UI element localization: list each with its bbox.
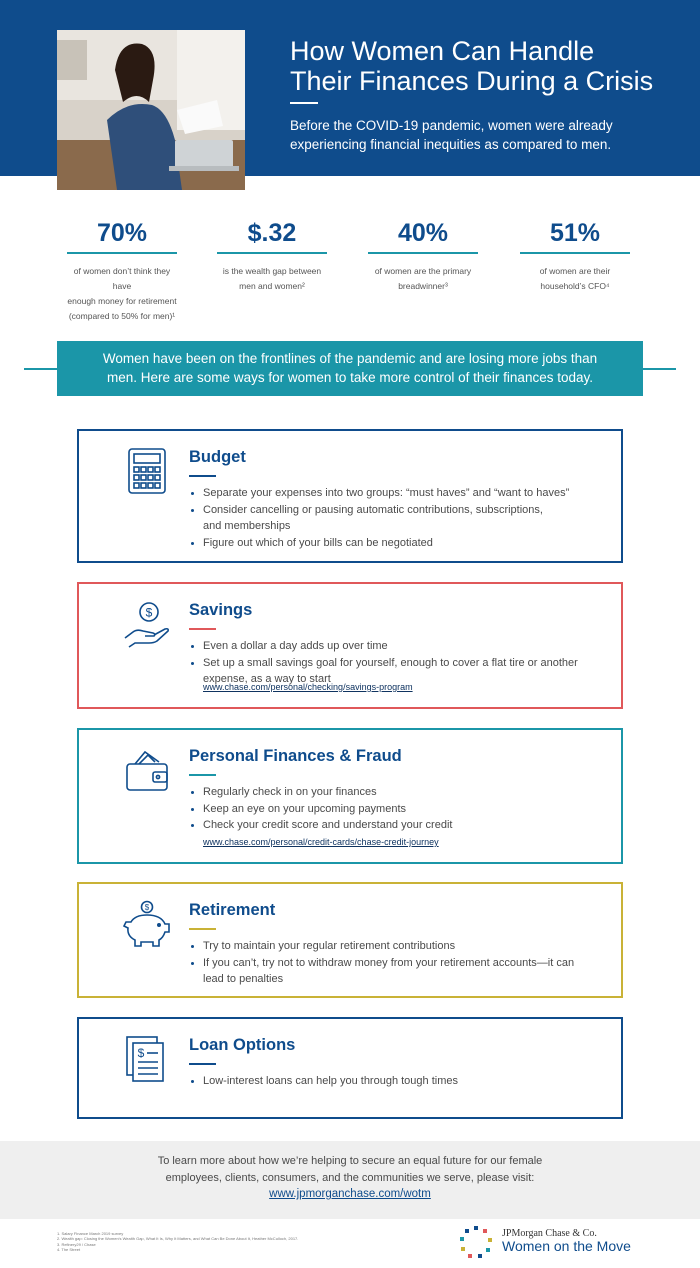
card-list — [189, 938, 589, 988]
stat-divider — [520, 252, 630, 254]
list-item: Figure out which of your bills can be negotiated — [189, 535, 589, 552]
card-divider — [189, 1063, 216, 1065]
page-title-line: How Women Can Handle — [290, 36, 595, 66]
stat-desc-line: of women are their — [539, 266, 611, 276]
card-title: Personal Finances & Fraud — [189, 747, 402, 765]
footer-line: To learn more about how we’re helping to secure an equal future for our female — [157, 1155, 543, 1167]
card-list — [189, 1073, 589, 1090]
stat-desc-line: enough money for retirement — [67, 296, 177, 306]
piggy-bank-icon — [121, 898, 173, 950]
card-list — [189, 784, 589, 834]
footnote: 3. Refinery29 / Chase — [57, 1241, 96, 1247]
card-savings — [77, 582, 623, 709]
hero-photo — [57, 30, 245, 190]
stat-description — [66, 264, 178, 324]
page-title-line: Their Finances During a Crisis — [290, 66, 654, 96]
stat-value: $.32 — [247, 219, 297, 247]
list-item: Check your credit score and understand your credit — [189, 817, 589, 834]
brand-logo-icon — [458, 1224, 494, 1260]
brand-program: Women on the Move — [502, 1238, 631, 1254]
stat-desc-line: (compared to 50% for men)¹ — [68, 311, 176, 321]
card-budget — [77, 429, 623, 563]
stat-desc-line: is the wealth gap between — [222, 266, 322, 276]
list-item: If you can’t, try not to withdraw money from your retirement accounts—it can lead to penalties — [189, 955, 584, 988]
stat-description — [216, 264, 328, 294]
subtitle-line: experiencing financial inequities as compared to men. — [290, 137, 612, 152]
card-divider — [189, 475, 216, 477]
stat-value: 70% — [96, 219, 148, 247]
brand-company: JPMorgan Chase & Co. — [502, 1228, 597, 1239]
card-personal-finances — [77, 728, 623, 864]
stat-divider — [67, 252, 177, 254]
wotm-link[interactable]: www.jpmorganchase.com/wotm — [269, 1188, 431, 1200]
svg-text:$: $ — [145, 605, 153, 620]
list-item: Even a dollar a day adds up over time — [189, 638, 589, 655]
card-title: Budget — [189, 448, 246, 466]
list-item: Regularly check in on your finances — [189, 784, 589, 801]
card-divider — [189, 774, 216, 776]
footer-line: employees, clients, consumers, and the communities we serve, please visit: — [165, 1172, 535, 1184]
svg-text:$: $ — [137, 1046, 145, 1060]
stat-divider — [217, 252, 327, 254]
stat-value: 51% — [549, 219, 601, 247]
savings-program-link[interactable]: www.chase.com/personal/checking/savings-program — [203, 682, 413, 692]
stat-household-cfo — [519, 218, 631, 294]
footer-text — [0, 1153, 700, 1187]
footnote: 1. Salary Finance March 2019 survey — [57, 1231, 124, 1236]
stat-desc-line: household’s CFO⁴ — [540, 281, 610, 291]
hand-coin-icon — [121, 598, 173, 650]
stat-description — [519, 264, 631, 294]
stat-desc-line: of women don’t think they have — [73, 266, 171, 291]
card-title: Retirement — [189, 901, 276, 919]
document-dollar-icon — [121, 1033, 173, 1085]
credit-journey-link[interactable]: www.chase.com/personal/credit-cards/chase-credit-journey — [203, 837, 439, 847]
page-subtitle — [290, 116, 670, 154]
card-list — [189, 638, 589, 688]
banner-line: men. Here are some ways for women to take more control of their finances today. — [107, 370, 593, 385]
calculator-icon — [121, 445, 173, 497]
card-divider — [189, 928, 216, 930]
card-loan-options — [77, 1017, 623, 1119]
footnotes — [57, 1231, 298, 1253]
stat-value: 40% — [397, 219, 449, 247]
subtitle-line: Before the COVID-19 pandemic, women were already — [290, 118, 613, 133]
stat-retirement — [66, 218, 178, 324]
intro-banner — [57, 341, 643, 396]
stat-divider — [368, 252, 478, 254]
title-divider — [290, 102, 318, 104]
list-item: Set up a small savings goal for yourself, enough to cover a flat tire or another expense, as a way to start — [189, 655, 589, 688]
card-retirement — [77, 882, 623, 998]
list-item: Consider cancelling or pausing automatic contributions, subscriptions, and memberships — [189, 502, 559, 535]
card-title: Savings — [189, 601, 253, 619]
stat-breadwinner — [367, 218, 479, 294]
page-title — [290, 36, 670, 96]
card-list — [189, 485, 589, 551]
stat-description — [367, 264, 479, 294]
banner-line: Women have been on the frontlines of the pandemic and are losing more jobs than — [102, 351, 598, 366]
svg-text:$: $ — [144, 903, 150, 912]
card-title: Loan Options — [189, 1036, 296, 1054]
card-divider — [189, 628, 216, 630]
footnote: 4. The Street — [57, 1247, 81, 1253]
list-item: Low-interest loans can help you through tough times — [189, 1073, 589, 1090]
list-item: Keep an eye on your upcoming payments — [189, 801, 589, 818]
wallet-icon — [121, 744, 173, 796]
list-item: Separate your expenses into two groups: “must haves” and “want to haves” — [189, 485, 589, 502]
stat-wealth-gap — [216, 218, 328, 294]
stat-desc-line: of women are the primary — [374, 266, 472, 276]
stat-desc-line: men and women² — [239, 281, 305, 291]
list-item: Try to maintain your regular retirement contributions — [189, 938, 589, 955]
stat-desc-line: breadwinner³ — [398, 281, 448, 291]
footnote: 2. Wealth gap: Closing the Women’s Wealth Gap, What It Is, Why It Matters, and What Can Be Done About It, Heather McCulloch, 2017. — [57, 1236, 299, 1242]
